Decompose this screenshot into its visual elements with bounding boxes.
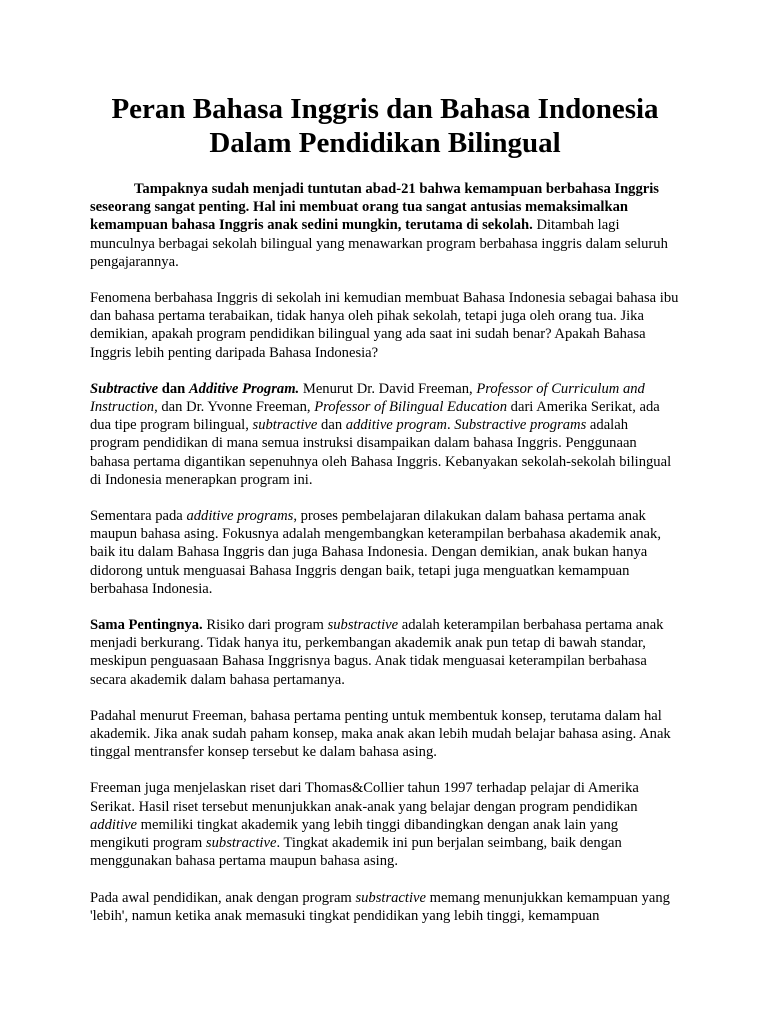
paragraph-text: Ditambah lagi munculnya berbagai sekolah bilingual yang menawarkan program berbahasa inggris dalam seluruh pengajarannya. xyxy=(90,217,668,270)
lead-text: Tampaknya sudah menjadi tuntutan abad-21 bahwa kemampuan berbahasa Inggris seseorang sangat penting. Hal ini membuat orang tua sangat antusias memaksimalkan kemampuan bahasa Inggris anak sedini mungkin, terutama di sekolah. xyxy=(90,181,659,234)
title-line-2: Dalam Pendidikan Bilingual xyxy=(209,127,561,159)
paragraph-3: Subtractive dan Additive Program. Menurut Dr. David Freeman, Professor of Curriculum and Instruction, dan Dr. Yvonne Freeman, Professor of Bilingual Education dari Amerika Serikat, ada dua tipe program bilingual, subtractive dan additive program. Substractive programs adalah program pendidikan di mana semua instruksi disampaikan dalam bahasa Inggris. Penggunaan bahasa pertama digantikan sepenuhnya oleh Bahasa Inggris. Kebanyakan sekolah-sekolah bilingual di Indonesia menerapkan program ini. xyxy=(90,380,672,488)
paragraph-4: Sementara pada additive programs, proses pembelajaran dilakukan dalam bahasa pertama anak maupun bahasa asing. Fokusnya adalah mengembangkan keterampilan berbahasa akademik anak, baik itu dalam Bahasa Inggris dan juga Bahasa Indonesia. Dengan demikian, anak bukan hanya didorong untuk menguasai Bahasa Inggris dengan baik, tetapi juga menguatkan kemampuan berbahasa Indonesia. xyxy=(90,508,661,597)
paragraph-2: Fenomena berbahasa Inggris di sekolah ini kemudian membuat Bahasa Indonesia sebagai bahasa ibu dan bahasa pertama terabaikan, tidak hanya oleh pihak sekolah, tetapi juga oleh orang tua. Jika demikian, apakah program pendidikan bilingual yang ada saat ini sudah benar? Apakah Bahasa Inggris lebih penting daripada Bahasa Indonesia? xyxy=(90,290,679,361)
term-additive-program: Additive Program. xyxy=(188,380,300,397)
paragraph-8: Pada awal pendidikan, anak dengan program substractive memang menunjukkan kemampuan yang 'lebih', namun ketika anak memasuki tingkat pendidikan yang lebih tinggi, kemampuan xyxy=(90,889,670,924)
subheading-sama-pentingnya: Sama Pentingnya. xyxy=(90,617,203,634)
paragraph-6: Padahal menurut Freeman, bahasa pertama penting untuk membentuk konsep, terutama dalam hal akademik. Jika anak sudah paham konsep, maka anak akan lebih mudah belajar bahasa asing. Anak tinggal mentransfer konsep tersebut ke dalam bahasa asing. xyxy=(90,707,671,761)
document-body xyxy=(90,180,680,925)
paragraph-5: Sama Pentingnya. Risiko dari program substractive adalah keterampilan berbahasa pertama anak menjadi berkurang. Tidak hanya itu, perkembangan akademik anak pun tetap di bawah standar, meskipun penguasaan Bahasa Inggrisnya bagus. Anak tidak menguasai keterampilan berbahasa secara akademik dalam bahasa pertamanya. xyxy=(90,617,664,688)
term-subtractive: Subtractive xyxy=(90,380,159,397)
document-page xyxy=(90,92,680,943)
paragraph-7: Freeman juga menjelaskan riset dari Thomas&Collier tahun 1997 terhadap pelajar di Amerika Serikat. Hasil riset tersebut menunjukkan anak-anak yang belajar dengan program pendidikan additive memiliki tingkat akademik yang lebih tinggi dibandingkan dengan anak lain yang mengikuti program substractive. Tingkat akademik ini pun berjalan seimbang, baik dengan menggunakan bahasa pertama maupun bahasa asing. xyxy=(90,780,639,870)
title-line-1: Peran Bahasa Inggris dan Bahasa Indonesia xyxy=(111,93,659,125)
document-title xyxy=(90,92,680,160)
paragraph-1 xyxy=(90,180,680,271)
